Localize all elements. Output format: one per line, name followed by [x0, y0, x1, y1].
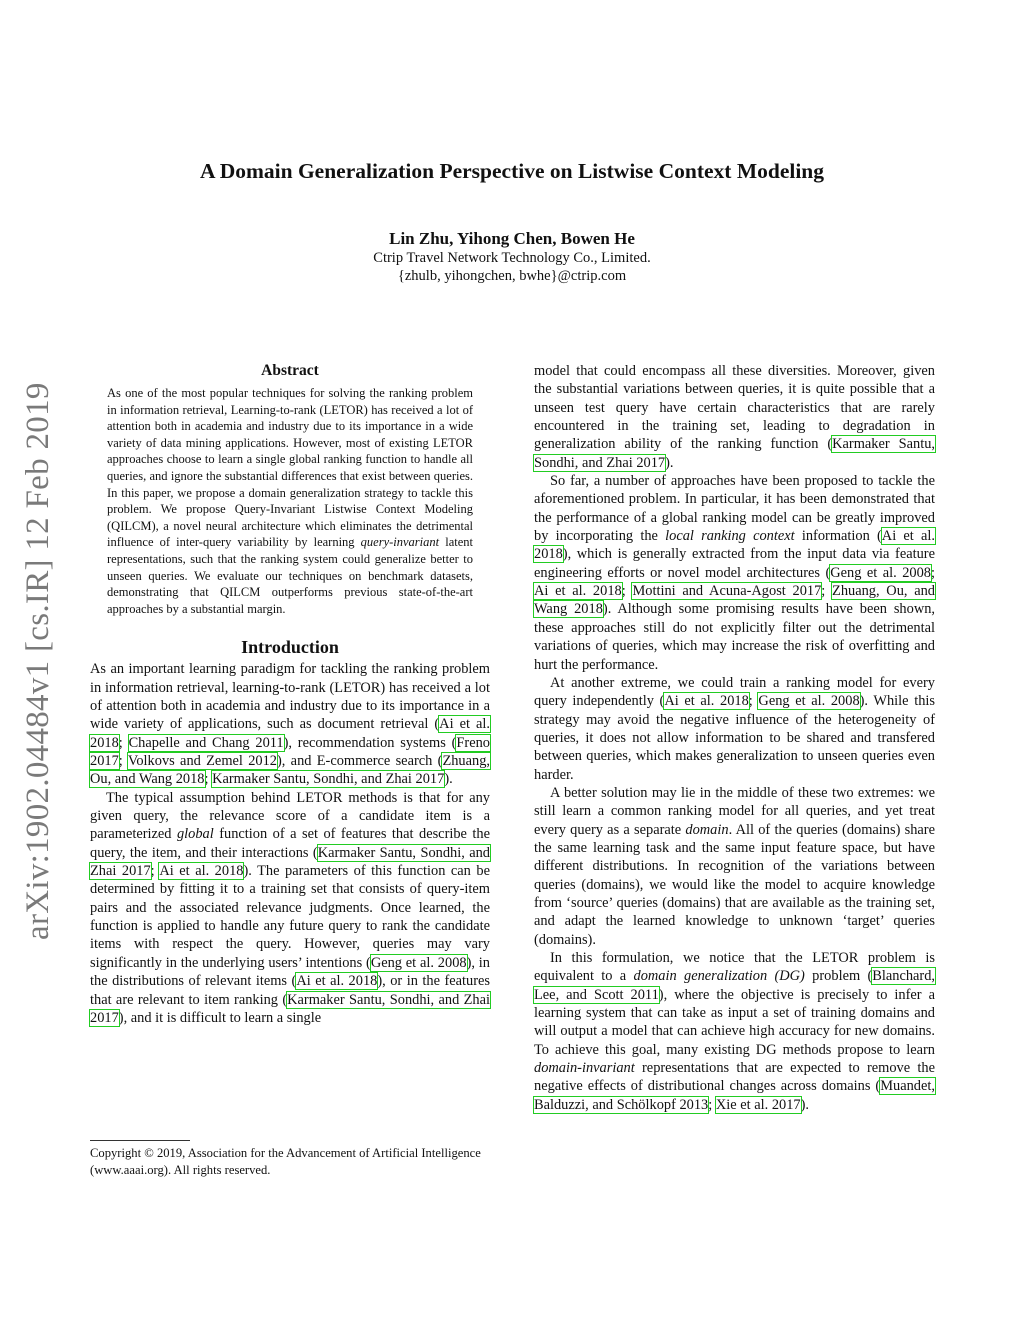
emphasis: local ranking context: [665, 528, 795, 545]
text-run: ). Although some promising results have been shown, these approaches still do not explicitly filter out the detrimental variations of queries, which may increase the risk of overfitting and hurt the performance.: [534, 601, 936, 673]
arxiv-identifier: arXiv:1902.04484v1 [cs.IR] 12 Feb 2019: [20, 382, 56, 940]
text-run: ), where the objective is precisely to infer a learning system that can take as input a set of training domains and will output a model that can achieve high accuracy for new domains. To achieve this goal, many existing DG methods propose to learn: [534, 986, 935, 1058]
text-run: ;: [150, 863, 160, 880]
text-run: In this formulation, we notice that the LETOR problem is equivalent to a: [534, 950, 935, 985]
abstract-text: [107, 385, 473, 617]
citation-link[interactable]: Volkovs and Zemel 2012: [127, 753, 277, 770]
citation-link[interactable]: Chapelle and Chang 2011: [128, 734, 284, 751]
intro-paragraph-1: [90, 660, 490, 788]
affiliation: Ctrip Travel Network Technology Co., Limited.: [373, 250, 651, 266]
text-run: function of a set of features that describe the query, the item, and their interactions (: [90, 826, 490, 861]
citation-link[interactable]: Ai et al. 2018: [664, 693, 749, 710]
citation-link[interactable]: Ai et al. 2018: [296, 973, 378, 990]
copyright-footnote: [90, 1145, 490, 1178]
abstract-text-part: As one of the most popular techniques for solving the ranking problem in information retrieval, Learning-to-rank (LETOR) has received a lot of attention both in academia and industry due to its importance in a wide variety of data mining applications. However, most of existing LETOR approaches choose to learn a single global ranking function to handle all queries, and ignore the substantial differences that exist between queries. In this paper, we propose a domain generalization strategy to tackle this problem. We propose Query-Invariant Listwise Context Modeling (QILCM), a novel neural architecture which eliminates the detrimental influence of inter-query variability by learning: [107, 386, 473, 550]
abstract-heading: Abstract: [261, 362, 319, 379]
citation-link[interactable]: Karmaker Santu, Sondhi, and Zhai 2017: [212, 771, 445, 788]
citation-link[interactable]: Ai et al. 2018: [534, 583, 622, 600]
text-run: ).: [800, 1096, 809, 1113]
citation-link[interactable]: Geng et al. 2008: [370, 954, 467, 971]
emphasis: domain: [685, 821, 729, 838]
citation-link[interactable]: Karmaker Santu, Sondhi, and Zhai 2017: [90, 991, 490, 1026]
intro-paragraph-6: [534, 784, 935, 949]
citation-link[interactable]: Geng et al. 2008: [830, 564, 931, 581]
text-run: ), recommendation systems (: [283, 734, 457, 751]
emphasis: domain generalization (DG): [633, 968, 805, 985]
text-run: The typical assumption behind LETOR methods is that for any given query, the relevance score of a candidate item is a parameterized: [90, 789, 490, 843]
citation-link[interactable]: Geng et al. 2008: [758, 693, 860, 710]
text-run: ;: [118, 753, 128, 770]
citation-link[interactable]: Karmaker Santu, Sondhi, and Zhai 2017: [534, 436, 935, 471]
text-run: At another extreme, we could train a ranking model for every query independently (: [534, 674, 935, 710]
citation-link[interactable]: Zhuang, Ou, and Wang 2018: [90, 753, 490, 788]
text-run: ). While this strategy may avoid the negative influence of the heterogeneity of queries, it does not allow information to be shared and transfered between queries, which makes generalization to unseen queries even harder.: [534, 693, 935, 783]
text-run: As an important learning paradigm for tackling the ranking problem in information retrieval, learning-to-rank (LETOR) has received a lot of attention both in academia and industry due to its importance in a wide variety of applications, such as document retrieval (: [90, 661, 490, 733]
text-run: . All of the queries (domains) share the same learning task and the same input feature space, but have different distributions. In recognition of the variations between queries (domains), we would like the model to acquire knowledge from ‘source’ queries (domains) that are available as the training set, and adapt the learned knowledge to unknown ‘target’ queries (domains).: [534, 821, 935, 948]
text-run: model that could encompass all these diversities. Moreover, given the substantial variations between queries, it is quite possible that a unseen test query have certain characteristics that are rarely encountered in the training set, leading to degradation in generalization ability of the ranking function (: [534, 363, 935, 453]
abstract-text-part: latent representations, such that the ranking system could generalize better to unseen queries. We evaluate our techniques on benchmark datasets, demonstrating that QILCM outperforms previous state-of-the-art approaches by a substantial margin.: [107, 535, 473, 616]
copyright-symbol: ©: [144, 1146, 154, 1160]
text-run: ), which is generally extracted from the input data via feature engineering efforts or novel model architectures (: [534, 546, 935, 581]
emphasis: global: [176, 826, 214, 843]
abstract-emphasis: query-invariant: [360, 535, 440, 550]
text-run: Copyright: [90, 1146, 145, 1160]
text-run: So far, a number of approaches have been proposed to tackle the aforementioned problem. In particular, it has been demonstrated that the performance of a global ranking model can be greatly improved by incorporating the: [534, 473, 935, 545]
footnote-rule: [90, 1140, 190, 1141]
right-column: [534, 362, 935, 1114]
intro-paragraph-7: [534, 949, 935, 1114]
citation-link[interactable]: Muandet, Balduzzi, and Schölkopf 2013: [534, 1078, 935, 1113]
text-run: problem (: [804, 968, 873, 985]
citation-link[interactable]: Ai et al. 2018: [534, 528, 935, 563]
citation-link[interactable]: Karmaker Santu, Sondhi, and Zhai 2017: [90, 844, 491, 880]
text-run: ). The parameters of this function can be determined by fitting it to a training set that consists of query-item pairs and the associated relevance judgments. Once learned, the function is applied to handle any future query to rank the candidate items with respect the query. However, queries may vary significantly in the underlying users’ intentions (: [90, 863, 490, 971]
citation-link[interactable]: Ai et al. 2018: [90, 716, 490, 751]
text-run: ).: [665, 454, 674, 471]
citation-link[interactable]: Ai et al. 2018: [159, 863, 244, 880]
text-run: A better solution may lie in the middle of these two extremes: we still learn a common ranking model for all queries, and yet treat every query as a separate: [534, 784, 935, 838]
author-emails: {zhulb, yihongchen, bwhe}@ctrip.com: [397, 268, 627, 284]
intro-paragraph-continued: [534, 362, 935, 472]
section-heading-introduction: Introduction: [241, 637, 339, 658]
text-run: representations that are expected to remove the negative effects of distributional changes across domains (: [534, 1060, 935, 1095]
text-run: ), and E-commerce search (: [276, 753, 443, 770]
text-run: ;: [621, 583, 633, 600]
text-run: ), and it is difficult to learn a single: [118, 1009, 322, 1026]
left-column: [90, 362, 490, 1027]
intro-paragraph-5: [534, 674, 935, 784]
text-run: ).: [444, 771, 453, 788]
citation-link[interactable]: Xie et al. 2017: [715, 1096, 801, 1113]
text-run: 2019, Association for the Advancement of Artificial Intelligence (www.aaai.org). All rights reserved.: [90, 1146, 481, 1177]
text-run: ;: [931, 564, 935, 581]
text-run: ;: [821, 583, 833, 600]
author-list: Lin Zhu, Yihong Chen, Bowen He: [389, 229, 635, 248]
text-run: ), or in the features that are relevant to item ranking (: [90, 973, 491, 1008]
text-run: ), in the distributions of relevant items (: [90, 954, 490, 990]
citation-link[interactable]: Zhuang, Ou, and Wang 2018: [534, 583, 935, 618]
text-run: ;: [708, 1096, 716, 1113]
text-run: ;: [118, 734, 129, 751]
intro-paragraph-2: [90, 789, 490, 1027]
text-run: ;: [204, 771, 213, 788]
citation-link[interactable]: Blanchard, Lee, and Scott 2011: [534, 968, 935, 1003]
citation-link[interactable]: Freno 2017: [90, 734, 490, 770]
citation-link[interactable]: Mottini and Acuna-Agost 2017: [632, 583, 822, 600]
emphasis: domain-invariant: [534, 1060, 635, 1077]
text-run: information (: [794, 528, 882, 545]
paper-title: A Domain Generalization Perspective on Listwise Context Modeling: [199, 159, 825, 183]
intro-paragraph-4: [534, 472, 935, 674]
text-run: ;: [748, 693, 759, 710]
